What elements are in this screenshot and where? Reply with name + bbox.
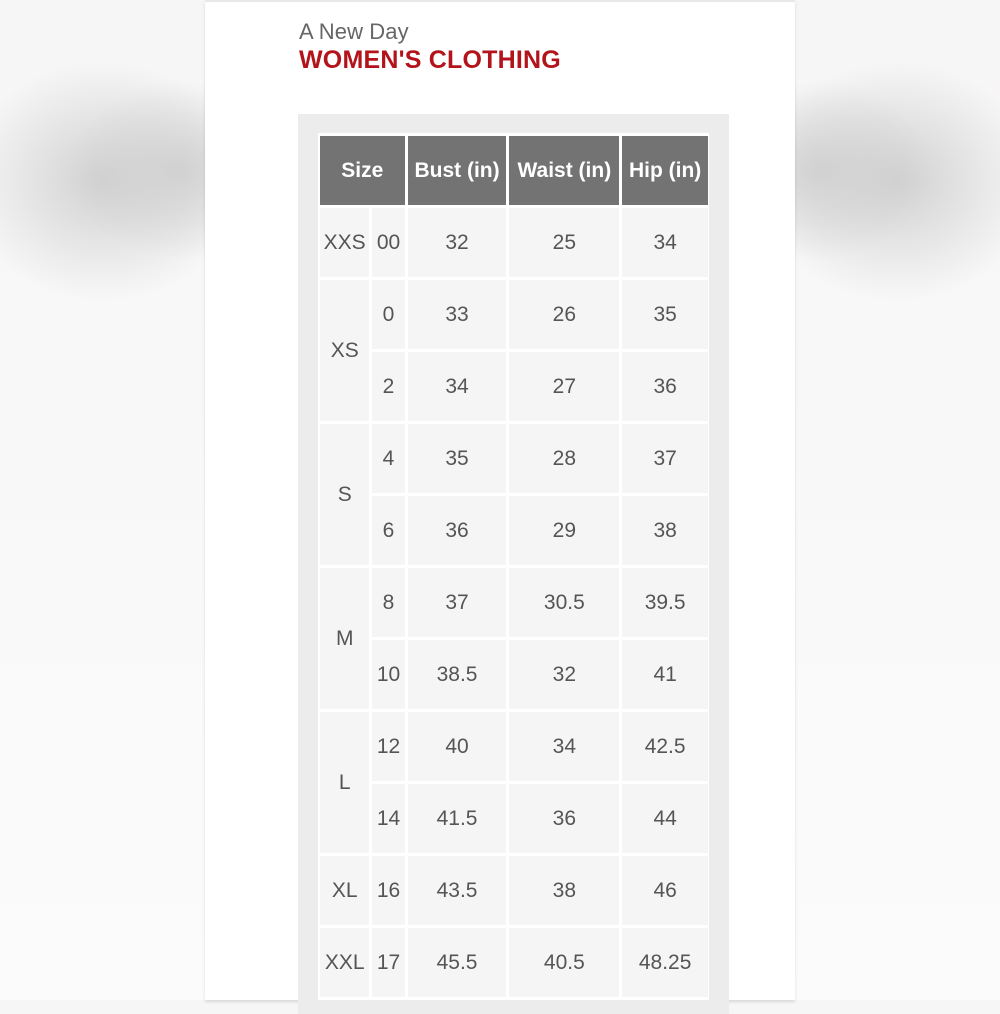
bust-value: 36 (408, 496, 507, 565)
size-number: 00 (372, 208, 404, 277)
table-row (320, 208, 708, 277)
size-number: 14 (372, 784, 404, 853)
size-number: 12 (372, 712, 404, 781)
header-size: Size (320, 136, 405, 205)
brand-name: A New Day (299, 19, 409, 44)
hip-value: 44 (622, 784, 708, 853)
table-row (320, 640, 708, 709)
hip-value: 39.5 (622, 568, 708, 637)
size-group: XS (320, 280, 369, 421)
hip-value: 38 (622, 496, 708, 565)
table-row (320, 568, 708, 637)
bust-value: 35 (408, 424, 507, 493)
waist-value: 30.5 (509, 568, 619, 637)
size-number: 10 (372, 640, 404, 709)
waist-value: 25 (509, 208, 619, 277)
waist-value: 29 (509, 496, 619, 565)
table-row (320, 280, 708, 349)
size-number: 4 (372, 424, 404, 493)
waist-value: 32 (509, 640, 619, 709)
size-chart-page (205, 0, 795, 1000)
bust-value: 43.5 (408, 856, 507, 925)
bust-value: 34 (408, 352, 507, 421)
size-chart-frame (298, 114, 729, 1014)
size-group: M (320, 568, 369, 709)
waist-value: 34 (509, 712, 619, 781)
bust-value: 32 (408, 208, 507, 277)
header-bust: Bust (in) (408, 136, 507, 205)
table-row (320, 424, 708, 493)
table-row (320, 712, 708, 781)
header-waist: Waist (in) (509, 136, 619, 205)
hip-value: 35 (622, 280, 708, 349)
hip-value: 46 (622, 856, 708, 925)
waist-value: 28 (509, 424, 619, 493)
table-header-row (320, 136, 708, 205)
hip-value: 36 (622, 352, 708, 421)
table-row (320, 784, 708, 853)
size-number: 0 (372, 280, 404, 349)
bust-value: 38.5 (408, 640, 507, 709)
background-blur-right (795, 0, 1000, 1000)
hip-value: 41 (622, 640, 708, 709)
table-row (320, 928, 708, 997)
bust-value: 41.5 (408, 784, 507, 853)
table-row (320, 352, 708, 421)
bust-value: 45.5 (408, 928, 507, 997)
bust-value: 33 (408, 280, 507, 349)
size-number: 16 (372, 856, 404, 925)
hip-value: 48.25 (622, 928, 708, 997)
waist-value: 38 (509, 856, 619, 925)
background-blur-left (0, 0, 205, 1000)
size-number: 2 (372, 352, 404, 421)
size-number: 17 (372, 928, 404, 997)
size-number: 8 (372, 568, 404, 637)
size-chart-container (318, 133, 709, 1000)
size-chart-table (317, 133, 711, 1000)
size-group: XXL (320, 928, 369, 997)
header-hip: Hip (in) (622, 136, 708, 205)
waist-value: 27 (509, 352, 619, 421)
waist-value: 26 (509, 280, 619, 349)
table-row (320, 856, 708, 925)
table-row (320, 496, 708, 565)
hip-value: 34 (622, 208, 708, 277)
bust-value: 40 (408, 712, 507, 781)
size-group: L (320, 712, 369, 853)
size-group: XXS (320, 208, 369, 277)
hip-value: 42.5 (622, 712, 708, 781)
waist-value: 36 (509, 784, 619, 853)
bust-value: 37 (408, 568, 507, 637)
size-group: XL (320, 856, 369, 925)
page-title: WOMEN'S CLOTHING (299, 46, 561, 74)
waist-value: 40.5 (509, 928, 619, 997)
size-group: S (320, 424, 369, 565)
hip-value: 37 (622, 424, 708, 493)
size-number: 6 (372, 496, 404, 565)
